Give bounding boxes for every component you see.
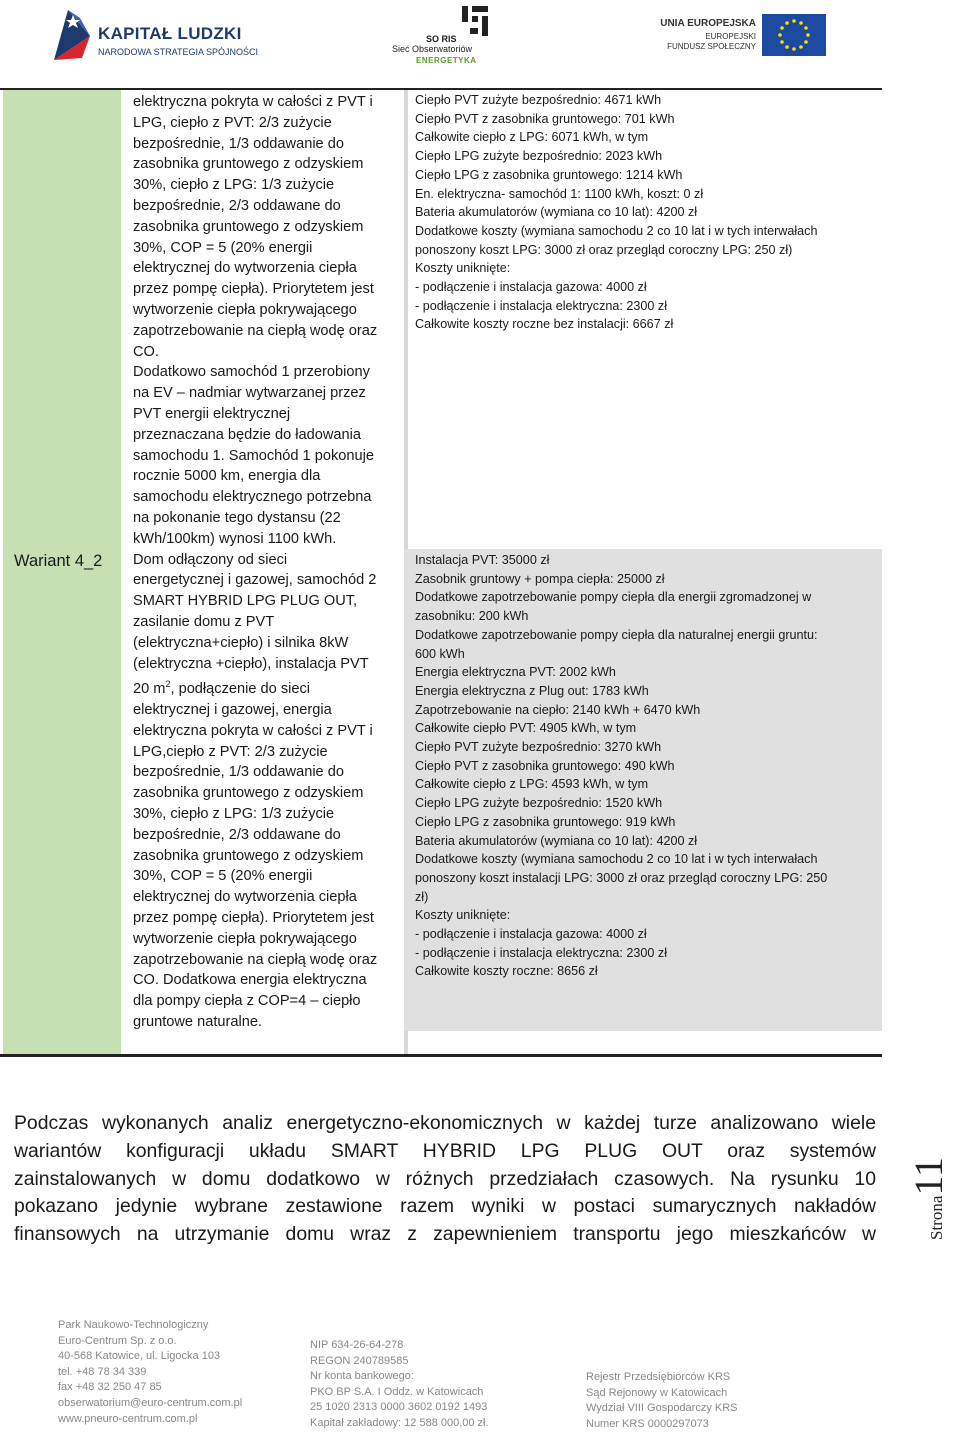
result-line: Ciepło PVT z zasobnika gruntowego: 701 kWh	[415, 111, 675, 126]
area-superscript: 2	[165, 679, 171, 690]
description-line: 30%, COP = 5 (20% energii	[133, 868, 313, 885]
paragraph-line: Podczas wykonanych analiz energetyczno-ekonomicznych w każdej turze analizowano wiele	[14, 1112, 876, 1134]
footer-line: NIP 634-26-64-278	[310, 1339, 404, 1351]
kapital-ludzki-title: KAPITAŁ LUDZKI	[98, 24, 242, 43]
result-line: Ciepło LPG zużyte bezpośrednio: 1520 kWh	[415, 796, 663, 811]
result-line: Całkowite ciepło PVT: 4905 kWh, w tym	[415, 721, 637, 736]
description-line: bezpośrednie, 2/3 oddawane do	[133, 197, 341, 214]
description-line: (elektryczna+ciepło) i silnika 8kW	[133, 634, 349, 651]
footer-line: 25 1020 2313 0000 3602 0192 1493	[310, 1401, 488, 1414]
description-line: 30%, ciepło z LPG: 1/3 zużycie	[133, 805, 335, 822]
row1-description	[133, 92, 401, 550]
result-line: Ciepło LPG z zasobnika gruntowego: 919 kWh	[415, 814, 676, 829]
description-line: LPG, ciepło z PVT: 2/3 zużycie	[133, 114, 332, 131]
result-line: Ciepło LPG z zasobnika gruntowego: 1214 kWh	[415, 167, 683, 182]
row1-results	[415, 91, 877, 334]
footer-line: Wydział VIII Gospodarczy KRS	[586, 1402, 738, 1415]
description-line: elektrycznej do wytworzenia ciepła	[133, 889, 357, 906]
description-line: elektrycznej i gazowej, energia	[133, 701, 332, 718]
description-line: na EV – nadmiar wytwarzanej przez	[133, 385, 366, 402]
result-line: - podłączenie i instalacja elektryczna: 2300 zł	[415, 298, 668, 313]
result-line: Energia elektryczna z Plug out: 1783 kWh	[415, 683, 649, 698]
result-line: Koszty uniknięte:	[415, 261, 511, 276]
description-line: przez pompę ciepła). Priorytetem jest	[133, 281, 374, 298]
description-line: elektryczna pokryta w całości z PVT i	[133, 722, 373, 739]
kapital-ludzki-logo	[52, 6, 259, 66]
body-paragraph	[14, 1110, 876, 1249]
paragraph-line: wariantów konfiguracji układu SMART HYBRID LPG PLUG OUT oraz systemów	[14, 1139, 876, 1162]
footer-line: 40-568 Katowice, ul. Ligocka 103	[58, 1350, 221, 1363]
description-line: elektrycznej do wytworzenia ciepła	[133, 260, 357, 277]
description-line: zasilanie domu z PVT	[133, 613, 275, 630]
soris-title: SO RIS	[426, 34, 457, 44]
result-line: zł)	[415, 889, 429, 904]
description-line: samochodu 1. Samochód 1 pokonuje	[133, 447, 374, 464]
description-line: gruntowe naturalne.	[133, 1013, 262, 1030]
footer-line: fax +48 32 250 47 85	[58, 1381, 162, 1394]
result-line: Dodatkowe zapotrzebowanie pompy ciepła dla naturalnej energii gruntu:	[415, 627, 818, 642]
row2-description	[133, 550, 401, 675]
description-line: zasobnika gruntowego z odzyskiem	[133, 785, 364, 802]
variant-description	[133, 92, 401, 1033]
description-line: na pokonanie tego dystansu (22	[133, 509, 341, 526]
paragraph-line: zainstalowanych w domu dodatkowo w różnych przedziałach czasowych. Na rysunku 10	[14, 1167, 876, 1190]
description-line: energetycznej i gazowej, samochód 2	[133, 572, 377, 589]
footer-line: REGON 240789585	[310, 1354, 409, 1367]
description-line: bezpośrednie, 1/3 oddawanie do	[133, 135, 344, 152]
description-line: bezpośrednie, 2/3 oddawane do	[133, 826, 341, 843]
result-line: Dodatkowe koszty (wymiana samochodu 2 co 10 lat i w tych interwałach	[415, 852, 818, 867]
variant-column	[3, 90, 121, 1054]
description-line: PVT energii elektrycznej	[133, 405, 291, 422]
eu-line3: FUNDUSZ SPOŁECZNY	[667, 42, 756, 51]
footer-line: Rejestr Przedsiębiorców KRS	[586, 1371, 731, 1383]
description-line: przez pompę ciepła). Priorytetem jest	[133, 909, 374, 926]
description-line: CO. Dodatkowa energia elektryczna	[133, 972, 367, 989]
description-line: zasobnika gruntowego z odzyskiem	[133, 218, 364, 235]
description-line: rocznie 5000 km, energia dla	[133, 468, 321, 485]
result-line: Dodatkowe zapotrzebowanie pompy ciepła dla energii zgromadzonej w	[415, 590, 812, 605]
result-line: Całkowite koszty roczne bez instalacji: 6667 zł	[415, 317, 674, 332]
result-line: Bateria akumulatorów (wymiana co 10 lat): 4200 zł	[415, 205, 698, 220]
soris-tag: ENERGETYKA	[416, 56, 477, 65]
footer-address	[58, 1318, 242, 1427]
variant-label: Wariant 4_2	[14, 552, 103, 570]
description-line: zasobnika gruntowego z odzyskiem	[133, 156, 364, 173]
paragraph-line: pokazano jedynie wybrane zestawione razem wyniki w postaci sumarycznych nakładów	[14, 1195, 876, 1218]
description-line: 30%, COP = 5 (20% energii	[133, 239, 313, 256]
description-line: zapotrzebowanie na ciepłą wodę oraz	[133, 322, 378, 339]
description-line: przeznaczana będzie do ładowania	[133, 426, 361, 443]
footer-registration	[310, 1338, 489, 1432]
result-line: ponoszony koszt instalacji LPG: 3000 zł oraz przegląd coroczny LPG: 250	[415, 870, 828, 885]
soris-logo	[390, 4, 500, 66]
eu-line1: UNIA EUROPEJSKA	[660, 18, 756, 29]
result-line: Zasobnik gruntowy + pompa ciepła: 25000 zł	[415, 571, 665, 586]
description-line: kWh/100km) wynosi 1100 kWh.	[133, 530, 337, 547]
result-line: Zapotrzebowanie na ciepło: 2140 kWh + 6470 kWh	[415, 702, 701, 717]
row2-description-cont	[133, 700, 401, 1033]
description-line: bezpośrednie, 1/3 oddawanie do	[133, 764, 344, 781]
result-line: 600 kWh	[415, 646, 465, 661]
footer-line: obserwatorium@euro-centrum.com.pl	[58, 1396, 243, 1409]
footer-krs	[586, 1370, 738, 1432]
area-suffix: , podłączenie do sieci	[170, 681, 311, 698]
result-line: Koszty uniknięte:	[415, 908, 511, 923]
footer-line: PKO BP S.A. I Oddz. w Katowicach	[310, 1385, 484, 1398]
description-line: dla pompy ciepła z COP=4 – ciepło	[133, 993, 361, 1010]
description-line: (elektryczna +ciepło), instalacja PVT	[133, 655, 369, 672]
footer-line: Euro-Centrum Sp. z o.o.	[58, 1334, 177, 1347]
result-line: - podłączenie i instalacja gazowa: 4000 zł	[415, 927, 647, 942]
soris-mark-icon	[460, 4, 494, 38]
eu-line2: EUROPEJSKI	[705, 32, 756, 41]
kapital-ludzki-flag-icon	[52, 6, 92, 62]
description-line: zasobnika gruntowego z odzyskiem	[133, 847, 364, 864]
result-line: Instalacja PVT: 35000 zł	[415, 553, 550, 567]
result-line: En. elektryczna- samochód 1: 1100 kWh, koszt: 0 zł	[415, 186, 704, 201]
result-line: - podłączenie i instalacja gazowa: 4000 zł	[415, 280, 647, 295]
page-label: Strona	[927, 1195, 946, 1240]
result-line: Całkowite ciepło z LPG: 6071 kWh, w tym	[415, 130, 649, 145]
area-value: 20 m	[133, 681, 166, 698]
result-line: Energia elektryczna PVT: 2002 kWh	[415, 665, 616, 680]
result-line: Całkowite ciepło z LPG: 4593 kWh, w tym	[415, 777, 649, 792]
footer-line: Numer KRS 0000297073	[586, 1417, 709, 1430]
description-line: wytworzenie ciepła pokrywającego	[133, 301, 357, 318]
page-num: 11	[906, 1157, 951, 1196]
footer-line: Park Naukowo-Technologiczny	[58, 1319, 209, 1331]
result-line: Ciepło PVT z zasobnika gruntowego: 490 kWh	[415, 758, 675, 773]
soris-subtitle: Sieć Obserwatoriów	[392, 44, 473, 54]
footer-line: Sąd Rejonowy w Katowicach	[586, 1386, 728, 1399]
page-header	[0, 0, 960, 70]
footer-line: www.pneuro-centrum.com.pl	[58, 1412, 198, 1425]
result-line: Ciepło LPG zużyte bezpośrednio: 2023 kWh	[415, 149, 663, 164]
result-line: Dodatkowe koszty (wymiana samochodu 2 co 10 lat i w tych interwałach	[415, 223, 818, 238]
description-line: CO.	[133, 343, 159, 360]
kapital-ludzki-subtitle: NARODOWA STRATEGIA SPÓJNOŚCI	[98, 47, 259, 57]
footer-line: tel. +48 78 34 339	[58, 1365, 147, 1378]
description-line: elektryczna pokryta w całości z PVT i	[133, 94, 373, 110]
row2-results	[415, 551, 877, 981]
result-line: Całkowite koszty roczne: 8656 zł	[415, 964, 598, 979]
footer-line: Kapitał zakładowy: 12 588 000,00 zł.	[310, 1416, 489, 1429]
page-number	[905, 1120, 960, 1250]
result-line: Ciepło PVT zużyte bezpośrednio: 3270 kWh	[415, 740, 662, 755]
description-line: 30%, ciepło z LPG: 1/3 zużycie	[133, 177, 335, 194]
eu-flag-icon	[762, 14, 826, 56]
result-line: - podłączenie i instalacja elektryczna: 2300 zł	[415, 945, 668, 960]
description-line: wytworzenie ciepła pokrywającego	[133, 930, 357, 947]
description-line: Dodatkowo samochód 1 przerobiony	[133, 364, 370, 381]
result-line: ponoszony koszt LPG: 3000 zł oraz przegląd coroczny LPG: 250 zł)	[415, 242, 793, 257]
description-line: SMART HYBRID LPG PLUG OUT,	[133, 593, 358, 610]
footer-line: Nr konta bankowego:	[310, 1370, 414, 1383]
result-line: zasobniku: 200 kWh	[415, 609, 529, 624]
eu-logo	[660, 10, 830, 60]
table-bottom-border	[0, 1054, 882, 1057]
description-line: LPG,ciepło z PVT: 2/3 zużycie	[133, 743, 328, 760]
description-line: samochodu elektrycznego potrzebna	[133, 489, 372, 506]
row2-area-line	[133, 674, 401, 700]
result-line: Ciepło PVT zużyte bezpośrednio: 4671 kWh	[415, 93, 662, 107]
description-line: Dom odłączony od sieci	[133, 551, 288, 568]
description-line: zapotrzebowanie na ciepłą wodę oraz	[133, 951, 378, 968]
result-line: Bateria akumulatorów (wymiana co 10 lat): 4200 zł	[415, 833, 698, 848]
paragraph-line: finansowych na utrzymanie domu wraz z zapewnieniem transportu jego mieszkańców w	[14, 1223, 876, 1246]
